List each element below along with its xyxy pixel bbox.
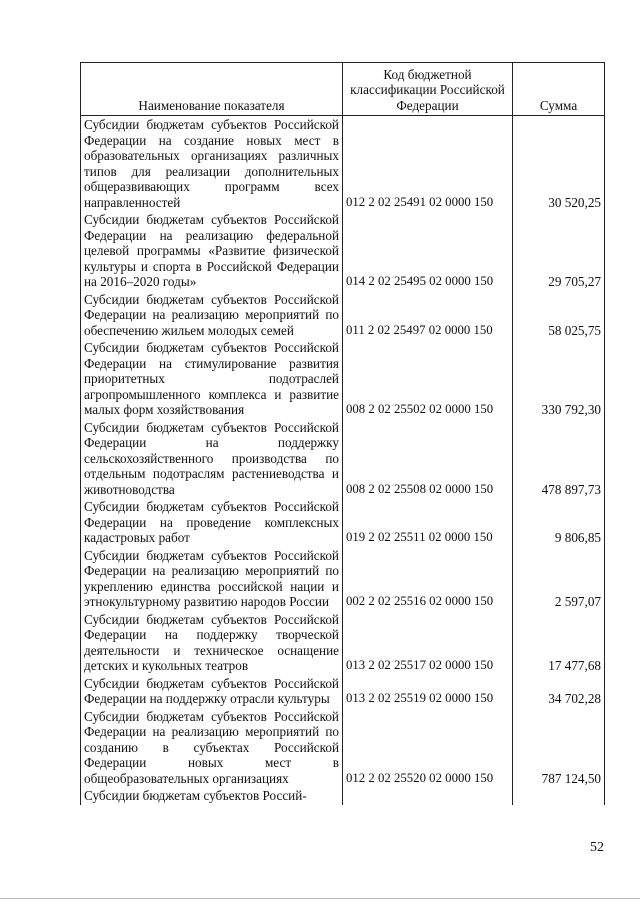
row-amount-cell: 29 705,27 <box>513 211 605 291</box>
row-code-cell: 011 2 02 25497 02 0000 150 <box>343 291 513 340</box>
row-amount-cell: 34 702,28 <box>513 675 605 708</box>
page-number: 52 <box>590 840 604 855</box>
row-code-cell: 014 2 02 25495 02 0000 150 <box>343 211 513 291</box>
scan-edge-line <box>0 898 640 899</box>
table-row <box>81 211 605 291</box>
table-row <box>81 116 605 212</box>
row-code-cell: 019 2 02 25511 02 0000 150 <box>343 498 513 547</box>
table-row <box>81 419 605 499</box>
row-code-cell: 012 2 02 25491 02 0000 150 <box>343 116 513 212</box>
table-body <box>81 116 605 805</box>
row-amount-cell: 2 597,07 <box>513 547 605 611</box>
row-name-cell: Субсидии бюджетам субъектов Российской Федерации на создание новых мест в образовательных организациях различных типов для реализации дополнительных общеразвивающих программ всех направленностей <box>81 116 343 212</box>
table-row <box>81 611 605 675</box>
table-header-row <box>81 63 605 116</box>
row-code-cell: 012 2 02 25520 02 0000 150 <box>343 708 513 788</box>
budget-table <box>80 62 605 805</box>
row-amount-cell: 478 897,73 <box>513 419 605 499</box>
header-name: Наименование показателя <box>81 63 343 116</box>
row-name-cell: Субсидии бюджетам субъектов Россий- <box>81 787 343 805</box>
row-name-cell: Субсидии бюджетам субъектов Российской Федерации на реализацию федеральной целевой программы «Развитие физической культуры и спорта в Российской Федерации на 2016–2020 годы» <box>81 211 343 291</box>
table-row <box>81 291 605 340</box>
row-amount-cell <box>513 787 605 805</box>
row-code-cell: 008 2 02 25508 02 0000 150 <box>343 419 513 499</box>
table-row <box>81 787 605 805</box>
row-name-cell: Субсидии бюджетам субъектов Российской Федерации на поддержку сельскохозяйственного производства по отдельным подотраслям растениеводства и животноводства <box>81 419 343 499</box>
row-name-cell: Субсидии бюджетам субъектов Российской Федерации на проведение комплексных кадастровых работ <box>81 498 343 547</box>
row-name-cell: Субсидии бюджетам субъектов Российской Федерации на реализацию мероприятий по созданию в субъектах Российской Федерации новых мест в общеобразовательных организациях <box>81 708 343 788</box>
table-row <box>81 675 605 708</box>
row-name-cell: Субсидии бюджетам субъектов Российской Федерации на реализацию мероприятий по обеспечению жильем молодых семей <box>81 291 343 340</box>
row-code-cell: 002 2 02 25516 02 0000 150 <box>343 547 513 611</box>
row-name-cell: Субсидии бюджетам субъектов Российской Федерации на поддержку творческой деятельности и техническое оснащение детских и кукольных театров <box>81 611 343 675</box>
row-amount-cell: 58 025,75 <box>513 291 605 340</box>
row-code-cell <box>343 787 513 805</box>
row-amount-cell: 787 124,50 <box>513 708 605 788</box>
row-amount-cell: 9 806,85 <box>513 498 605 547</box>
table-row <box>81 547 605 611</box>
row-code-cell: 008 2 02 25502 02 0000 150 <box>343 339 513 419</box>
table-row <box>81 339 605 419</box>
row-amount-cell: 17 477,68 <box>513 611 605 675</box>
row-name-cell: Субсидии бюджетам субъектов Российской Федерации на стимулирование развития приоритетных подотраслей агропромышленного комплекса и развитие малых форм хозяйствования <box>81 339 343 419</box>
header-code: Код бюджетной классификации Российской Федерации <box>343 63 513 116</box>
table-row <box>81 498 605 547</box>
row-name-cell: Субсидии бюджетам субъектов Российской Федерации на реализацию мероприятий по укреплению единства российской нации и этнокультурному развитию народов России <box>81 547 343 611</box>
row-code-cell: 013 2 02 25519 02 0000 150 <box>343 675 513 708</box>
row-name-cell: Субсидии бюджетам субъектов Российской Федерации на поддержку отрасли культуры <box>81 675 343 708</box>
table-row <box>81 708 605 788</box>
row-amount-cell: 30 520,25 <box>513 116 605 212</box>
row-code-cell: 013 2 02 25517 02 0000 150 <box>343 611 513 675</box>
header-amount: Сумма <box>513 63 605 116</box>
row-amount-cell: 330 792,30 <box>513 339 605 419</box>
